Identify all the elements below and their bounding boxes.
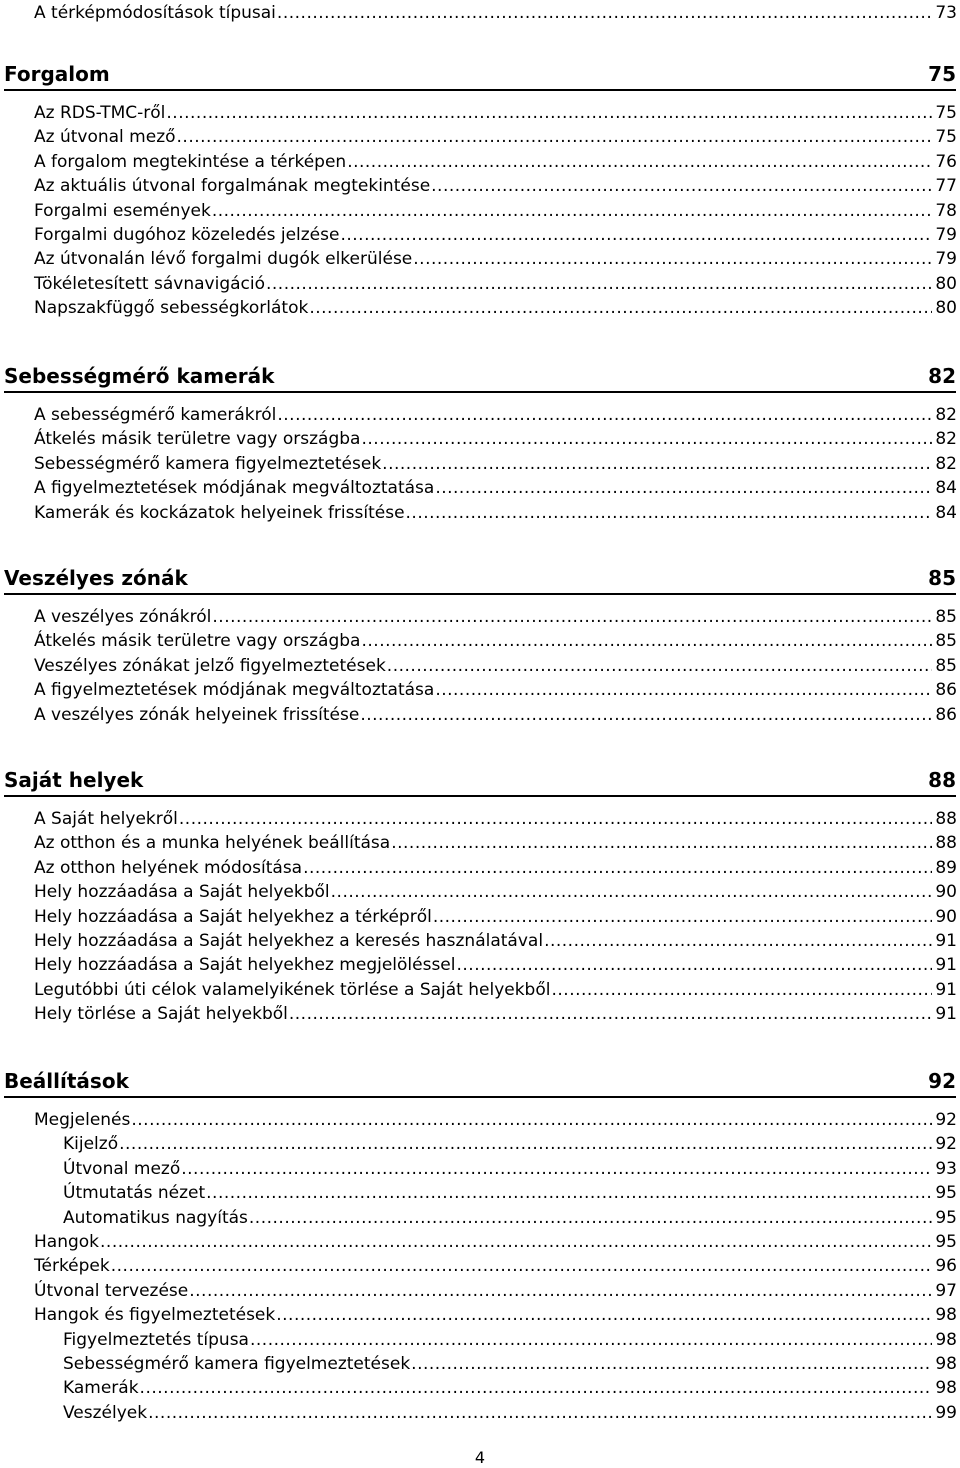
toc-section-heading[interactable] [4,563,956,593]
dot-leader [435,678,932,702]
dot-leader [457,953,933,977]
toc-entry-page-number: 92 [935,1134,957,1155]
dot-leader [361,427,932,451]
toc-entry[interactable] [34,629,957,653]
toc-entry-title: Hely törlése a Saját helyekből [34,1004,288,1025]
toc-entry-title: Legutóbbi úti célok valamelyikének törlése a Saját helyekből [34,979,551,1000]
toc-entry-page-number: 82 [935,405,957,425]
dot-leader [250,1328,932,1352]
toc-entry-page-number: 85 [935,655,957,676]
toc-entry[interactable] [63,1401,957,1425]
toc-entry[interactable] [34,605,957,629]
dot-leader [551,978,932,1002]
toc-entry[interactable] [63,1352,957,1376]
dot-leader [177,125,933,149]
toc-entry-page-number: 91 [935,931,957,951]
toc-entry-title: Veszélyes zónákat jelző figyelmeztetések [34,655,386,676]
toc-entry-page-number: 78 [935,200,957,221]
section-title: Saját helyek [4,768,144,792]
toc-entry[interactable] [34,199,957,223]
toc-entry-page-number: 75 [935,127,957,148]
dot-leader [212,605,932,629]
dot-leader [387,654,933,678]
toc-entry[interactable] [63,1132,957,1156]
toc-entry[interactable] [34,1303,957,1327]
section-title: Forgalom [4,62,110,86]
toc-entry-page-number: 79 [935,225,957,245]
toc-entry-title: Az otthon helyének módosítása [34,857,303,878]
toc-entry[interactable] [34,905,957,929]
toc-entry-title: Átkelés másik területre vagy országba [34,631,361,652]
toc-entry[interactable] [34,654,957,678]
toc-entry-title: Tökéletesített sávnavigáció [34,273,265,294]
toc-entry-title: Hely hozzáadása a Saját helyekből [34,882,330,903]
section-divider [4,89,956,91]
toc-entry-title: Útvonal mező [63,1158,181,1179]
toc-entry-page-number: 98 [935,1378,957,1399]
toc-entry[interactable] [34,174,957,198]
dot-leader [166,101,932,125]
toc-entry-title: Kamerák [63,1378,139,1399]
toc-entry-page-number: 80 [935,273,957,294]
toc-entry[interactable] [63,1157,957,1181]
toc-entry[interactable] [34,880,957,904]
toc-entry-title: Az útvonalán lévő forgalmi dugók elkerülése [34,249,413,270]
toc-entry-title: Hely hozzáadása a Saját helyekhez a keresés használatával [34,931,544,951]
toc-entry-page-number: 73 [935,3,957,23]
section-page-number: 85 [928,566,956,590]
toc-entry-page-number: 97 [935,1280,957,1301]
toc-entry-page-number: 88 [935,809,957,829]
toc-entry-title: Útvonal tervezése [34,1280,189,1301]
toc-entry-title: Forgalmi események [34,200,211,221]
toc-entry-page-number: 88 [935,833,957,854]
toc-entry-title: Sebességmérő kamera figyelmeztetések [63,1354,411,1374]
toc-entry-page-number: 96 [935,1256,957,1277]
toc-entry-page-number: 95 [935,1232,957,1252]
toc-entry-title: Hely hozzáadása a Saját helyekhez a térképről [34,906,432,927]
dot-leader [277,1,932,25]
toc-entry-title: A veszélyes zónákról [34,607,212,627]
dot-leader [277,403,932,427]
toc-entry-title: Az útvonal mező [34,127,176,148]
dot-leader [303,856,932,880]
toc-entry-title: Hangok és figyelmeztetések [34,1305,276,1326]
dot-leader [406,501,933,525]
toc-entry[interactable] [34,247,957,271]
section-divider [4,391,956,393]
dot-leader [391,831,932,855]
toc-entry-page-number: 77 [935,176,957,197]
toc-entry-page-number: 80 [935,298,957,319]
toc-entry-page-number: 79 [935,249,957,270]
dot-leader [212,199,933,223]
toc-entry-page-number: 84 [935,478,957,499]
toc-entry-page-number: 90 [935,906,957,927]
dot-leader [249,1206,932,1230]
toc-entry-title: A figyelmeztetések módjának megváltoztatása [34,478,435,499]
dot-leader [347,150,932,174]
toc-entry[interactable] [34,223,957,247]
toc-entry-page-number: 99 [935,1402,957,1423]
section-divider [4,593,956,595]
toc-entry[interactable] [34,427,957,451]
toc-entry-title: Térképek [34,1256,110,1277]
dot-leader [206,1181,932,1205]
toc-entry-page-number: 92 [935,1110,957,1130]
toc-entry-title: Veszélyek [63,1402,148,1423]
toc-entry-title: Automatikus nagyítás [63,1207,248,1228]
toc-entry[interactable] [63,1376,957,1400]
toc-entry-title: A figyelmeztetések módjának megváltoztatása [34,680,435,701]
toc-entry-page-number: 98 [935,1305,957,1326]
toc-entry[interactable] [34,403,957,427]
toc-entry-page-number: 95 [935,1207,957,1228]
dot-leader [140,1376,933,1400]
dot-leader [276,1303,932,1327]
toc-section-heading[interactable] [4,1066,956,1096]
toc-entry[interactable] [34,101,957,125]
section-page-number: 75 [928,62,956,86]
toc-entry-title: A veszélyes zónák helyeinek frissítése [34,704,360,725]
toc-entry[interactable] [34,452,957,476]
toc-entry-title: Sebességmérő kamera figyelmeztetések [34,453,382,474]
toc-entry-title: Hely hozzáadása a Saját helyekhez megjelöléssel [34,955,456,976]
dot-leader [266,272,932,296]
dot-leader [433,905,933,929]
toc-entry-title: Az otthon és a munka helyének beállítása [34,833,391,854]
toc-entry[interactable] [34,1254,957,1278]
toc-entry[interactable] [63,1328,957,1352]
toc-entry[interactable] [34,125,957,149]
dot-leader [131,1108,932,1132]
toc-entry-title: A forgalom megtekintése a térképen [34,151,347,172]
page-number-footer: 4 [474,1448,486,1467]
toc-entry[interactable] [34,856,957,880]
section-title: Beállítások [4,1069,129,1093]
toc-entry-page-number: 98 [935,1354,957,1374]
toc-section-heading[interactable] [4,765,956,795]
toc-entry-page-number: 90 [935,882,957,903]
toc-entry-title: Hangok [34,1232,100,1252]
dot-leader [181,1157,932,1181]
toc-section-heading[interactable] [4,59,956,89]
dot-leader [100,1230,932,1254]
dot-leader [119,1132,932,1156]
dot-leader [435,476,932,500]
toc-entry-title: Napszakfüggő sebességkorlátok [34,298,309,319]
toc-entry-page-number: 98 [935,1329,957,1350]
toc-entry-page-number: 86 [935,704,957,725]
toc-entry-title: Az RDS-TMC-ről [34,103,166,123]
toc-entry[interactable] [34,1279,957,1303]
toc-entry-page-number: 95 [935,1183,957,1204]
dot-leader [413,247,932,271]
toc-entry-page-number: 84 [935,502,957,523]
dot-leader [361,629,932,653]
section-divider [4,1096,956,1098]
toc-entry[interactable] [34,1108,957,1132]
dot-leader [331,880,933,904]
section-title: Sebességmérő kamerák [4,364,275,388]
dot-leader [431,174,932,198]
toc-entry-page-number: 89 [935,857,957,878]
toc-entry[interactable] [34,501,957,525]
toc-entry[interactable] [34,807,957,831]
toc-entry-title: Megjelenés [34,1110,131,1130]
toc-entry-page-number: 91 [935,955,957,976]
toc-entry[interactable] [34,476,957,500]
toc-entry-title: A sebességmérő kamerákról [34,405,277,425]
section-page-number: 82 [928,364,956,388]
dot-leader [148,1401,932,1425]
toc-entry[interactable] [34,953,957,977]
toc-entry-page-number: 91 [935,979,957,1000]
toc-entry-page-number: 75 [935,103,957,123]
dot-leader [289,1002,932,1026]
dot-leader [179,807,932,831]
dot-leader [411,1352,932,1376]
toc-entry[interactable] [34,929,957,953]
section-title: Veszélyes zónák [4,566,188,590]
toc-entry-title: Útmutatás nézet [63,1183,206,1204]
toc-entry-page-number: 93 [935,1158,957,1179]
toc-entry-page-number: 76 [935,151,957,172]
toc-entry[interactable] [34,1,957,25]
toc-entry-title: Kijelző [63,1134,119,1155]
toc-entry-page-number: 85 [935,607,957,627]
toc-entry-page-number: 82 [935,429,957,450]
toc-entry-title: Az aktuális útvonal forgalmának megtekintése [34,176,431,197]
toc-entry-title: Kamerák és kockázatok helyeinek frissítése [34,502,405,523]
toc-entry-title: A Saját helyekről [34,809,178,829]
toc-entry[interactable] [34,831,957,855]
toc-entry[interactable] [34,978,957,1002]
dot-leader [382,452,932,476]
toc-entry[interactable] [34,1230,957,1254]
dot-leader [111,1254,933,1278]
toc-entry[interactable] [34,296,957,320]
toc-entry-page-number: 86 [935,680,957,701]
toc-entry[interactable] [63,1181,957,1205]
section-page-number: 92 [928,1069,956,1093]
toc-entry-title: Figyelmeztetés típusa [63,1329,249,1350]
dot-leader [340,223,932,247]
toc-entry-title: Átkelés másik területre vagy országba [34,429,361,450]
section-page-number: 88 [928,768,956,792]
dot-leader [189,1279,932,1303]
toc-entry[interactable] [63,1206,957,1230]
toc-entry[interactable] [34,678,957,702]
toc-entry[interactable] [34,703,957,727]
toc-section-heading[interactable] [4,361,956,391]
toc-entry-page-number: 85 [935,631,957,652]
toc-entry[interactable] [34,150,957,174]
section-divider [4,795,956,797]
toc-entry-title: Forgalmi dugóhoz közeledés jelzése [34,225,340,245]
toc-entry[interactable] [34,1002,957,1026]
toc-entry-page-number: 82 [935,453,957,474]
dot-leader [544,929,932,953]
dot-leader [309,296,932,320]
dot-leader [360,703,932,727]
toc-entry-title: A térképmódosítások típusai [34,3,276,23]
toc-entry[interactable] [34,272,957,296]
toc-entry-page-number: 91 [935,1004,957,1025]
